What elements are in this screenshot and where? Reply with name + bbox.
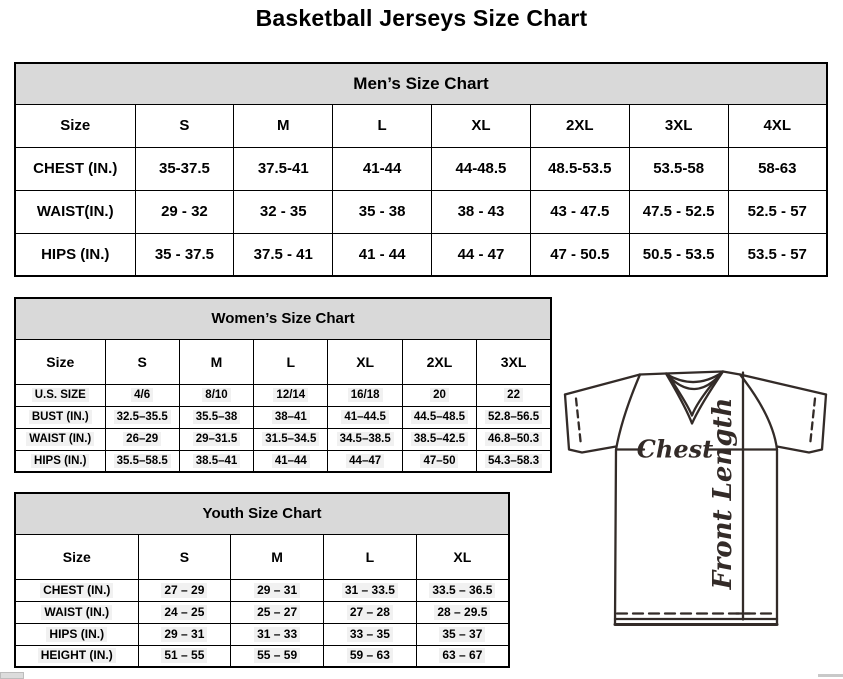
cell: 47–50 [402,450,476,472]
cell: 38.5–42.5 [402,428,476,450]
cell: 35.5–58.5 [105,450,179,472]
cell: 35 - 38 [333,190,432,233]
jersey-right-side [740,375,777,625]
cell: 44-48.5 [432,147,531,190]
table-row [15,339,551,384]
cell: 29 - 32 [135,190,234,233]
cell: 46.8–50.3 [477,428,551,450]
cell: 35 - 37.5 [135,233,234,276]
row-label: WAIST (IN.) [15,601,138,623]
cell: 43 - 47.5 [530,190,629,233]
cell: 32 - 35 [234,190,333,233]
cell: 58-63 [728,147,827,190]
cell: 52.8–56.5 [477,406,551,428]
front-length-measure-line [736,373,750,620]
mens-table-title: Men’s Size Chart [15,63,827,104]
cell: 29 – 31 [231,579,324,601]
cell: 25 – 27 [231,601,324,623]
cell: 32.5–35.5 [105,406,179,428]
col-header: 3XL [629,104,728,147]
jersey-right-cuff-dash [810,399,815,446]
row-label: BUST (IN.) [15,406,105,428]
cell: 31.5–34.5 [254,428,328,450]
cell: 35 – 37 [416,623,509,645]
row-label: WAIST (IN.) [15,428,105,450]
youth-size-table [14,492,510,668]
cell: 54.3–58.3 [477,450,551,472]
table-row [15,601,509,623]
table-row [15,406,551,428]
jersey-icon [555,358,843,638]
cell: 4/6 [105,384,179,406]
jersey-collar-top [666,372,723,374]
cell: 47 - 50.5 [530,233,629,276]
cell: 31 – 33.5 [324,579,417,601]
jersey-right-sleeve [777,395,826,453]
row-label: HIPS (IN.) [15,233,135,276]
col-header: S [138,534,231,579]
cell: 63 – 67 [416,645,509,667]
col-header: Size [15,534,138,579]
cell: 52.5 - 57 [728,190,827,233]
row-label: U.S. SIZE [15,384,105,406]
cell: 24 – 25 [138,601,231,623]
cell: 29 – 31 [138,623,231,645]
cell: 27 – 29 [138,579,231,601]
cell: 26–29 [105,428,179,450]
cell: 48.5-53.5 [530,147,629,190]
row-label: CHEST (IN.) [15,147,135,190]
cell: 38–41 [254,406,328,428]
col-header: Size [15,339,105,384]
cell: 16/18 [328,384,402,406]
col-header: M [234,104,333,147]
cell: 51 – 55 [138,645,231,667]
col-header: S [135,104,234,147]
cell: 38.5–41 [179,450,253,472]
row-label: CHEST (IN.) [15,579,138,601]
cell: 44 - 47 [432,233,531,276]
table-row [15,190,827,233]
youth-table-title: Youth Size Chart [15,493,509,534]
chest-label: Chest [636,434,714,464]
scrollbar-fragment-right [818,674,843,677]
cell: 28 – 29.5 [416,601,509,623]
table-row [15,147,827,190]
cell: 55 – 59 [231,645,324,667]
cell: 53.5 - 57 [728,233,827,276]
cell: 37.5-41 [234,147,333,190]
cell: 41–44 [254,450,328,472]
table-row [15,63,827,104]
table-row [15,298,551,339]
table-row [15,104,827,147]
table-row [15,493,509,534]
row-label: WAIST(IN.) [15,190,135,233]
col-header: 4XL [728,104,827,147]
col-header: M [179,339,253,384]
table-row [15,534,509,579]
jersey-diagram [555,358,843,638]
col-header: 2XL [530,104,629,147]
cell: 35.5–38 [179,406,253,428]
cell: 20 [402,384,476,406]
table-row [15,450,551,472]
col-header: XL [328,339,402,384]
scrollbar-fragment-left [0,672,24,679]
cell: 12/14 [254,384,328,406]
cell: 37.5 - 41 [234,233,333,276]
cell: 59 – 63 [324,645,417,667]
page-title: Basketball Jerseys Size Chart [255,5,588,31]
col-header: 2XL [402,339,476,384]
cell: 47.5 - 52.5 [629,190,728,233]
col-header: 3XL [477,339,551,384]
cell: 41 - 44 [333,233,432,276]
cell: 38 - 43 [432,190,531,233]
cell: 34.5–38.5 [328,428,402,450]
table-row [15,579,509,601]
cell: 29–31.5 [179,428,253,450]
col-header: XL [416,534,509,579]
cell: 44–47 [328,450,402,472]
cell: 50.5 - 53.5 [629,233,728,276]
cell: 33.5 – 36.5 [416,579,509,601]
col-header: L [324,534,417,579]
row-label: HIPS (IN.) [15,450,105,472]
mens-size-table [14,62,828,277]
front-length-label: Front Length [708,397,738,590]
womens-table-title: Women’s Size Chart [15,298,551,339]
col-header: L [333,104,432,147]
cell: 33 – 35 [324,623,417,645]
table-row [15,623,509,645]
jersey-left-side [615,375,640,625]
table-row [15,645,509,667]
jersey-left-sleeve [565,395,616,453]
col-header: S [105,339,179,384]
cell: 8/10 [179,384,253,406]
cell: 27 – 28 [324,601,417,623]
cell: 35-37.5 [135,147,234,190]
cell: 41-44 [333,147,432,190]
col-header: XL [432,104,531,147]
col-header: M [231,534,324,579]
col-header: Size [15,104,135,147]
cell: 53.5-58 [629,147,728,190]
col-header: L [254,339,328,384]
table-row [15,233,827,276]
womens-size-table [14,297,552,473]
row-label: HIPS (IN.) [15,623,138,645]
table-row [15,428,551,450]
cell: 31 – 33 [231,623,324,645]
jersey-left-cuff-dash [576,399,581,446]
cell: 44.5–48.5 [402,406,476,428]
cell: 22 [477,384,551,406]
cell: 41–44.5 [328,406,402,428]
table-row [15,384,551,406]
row-label: HEIGHT (IN.) [15,645,138,667]
